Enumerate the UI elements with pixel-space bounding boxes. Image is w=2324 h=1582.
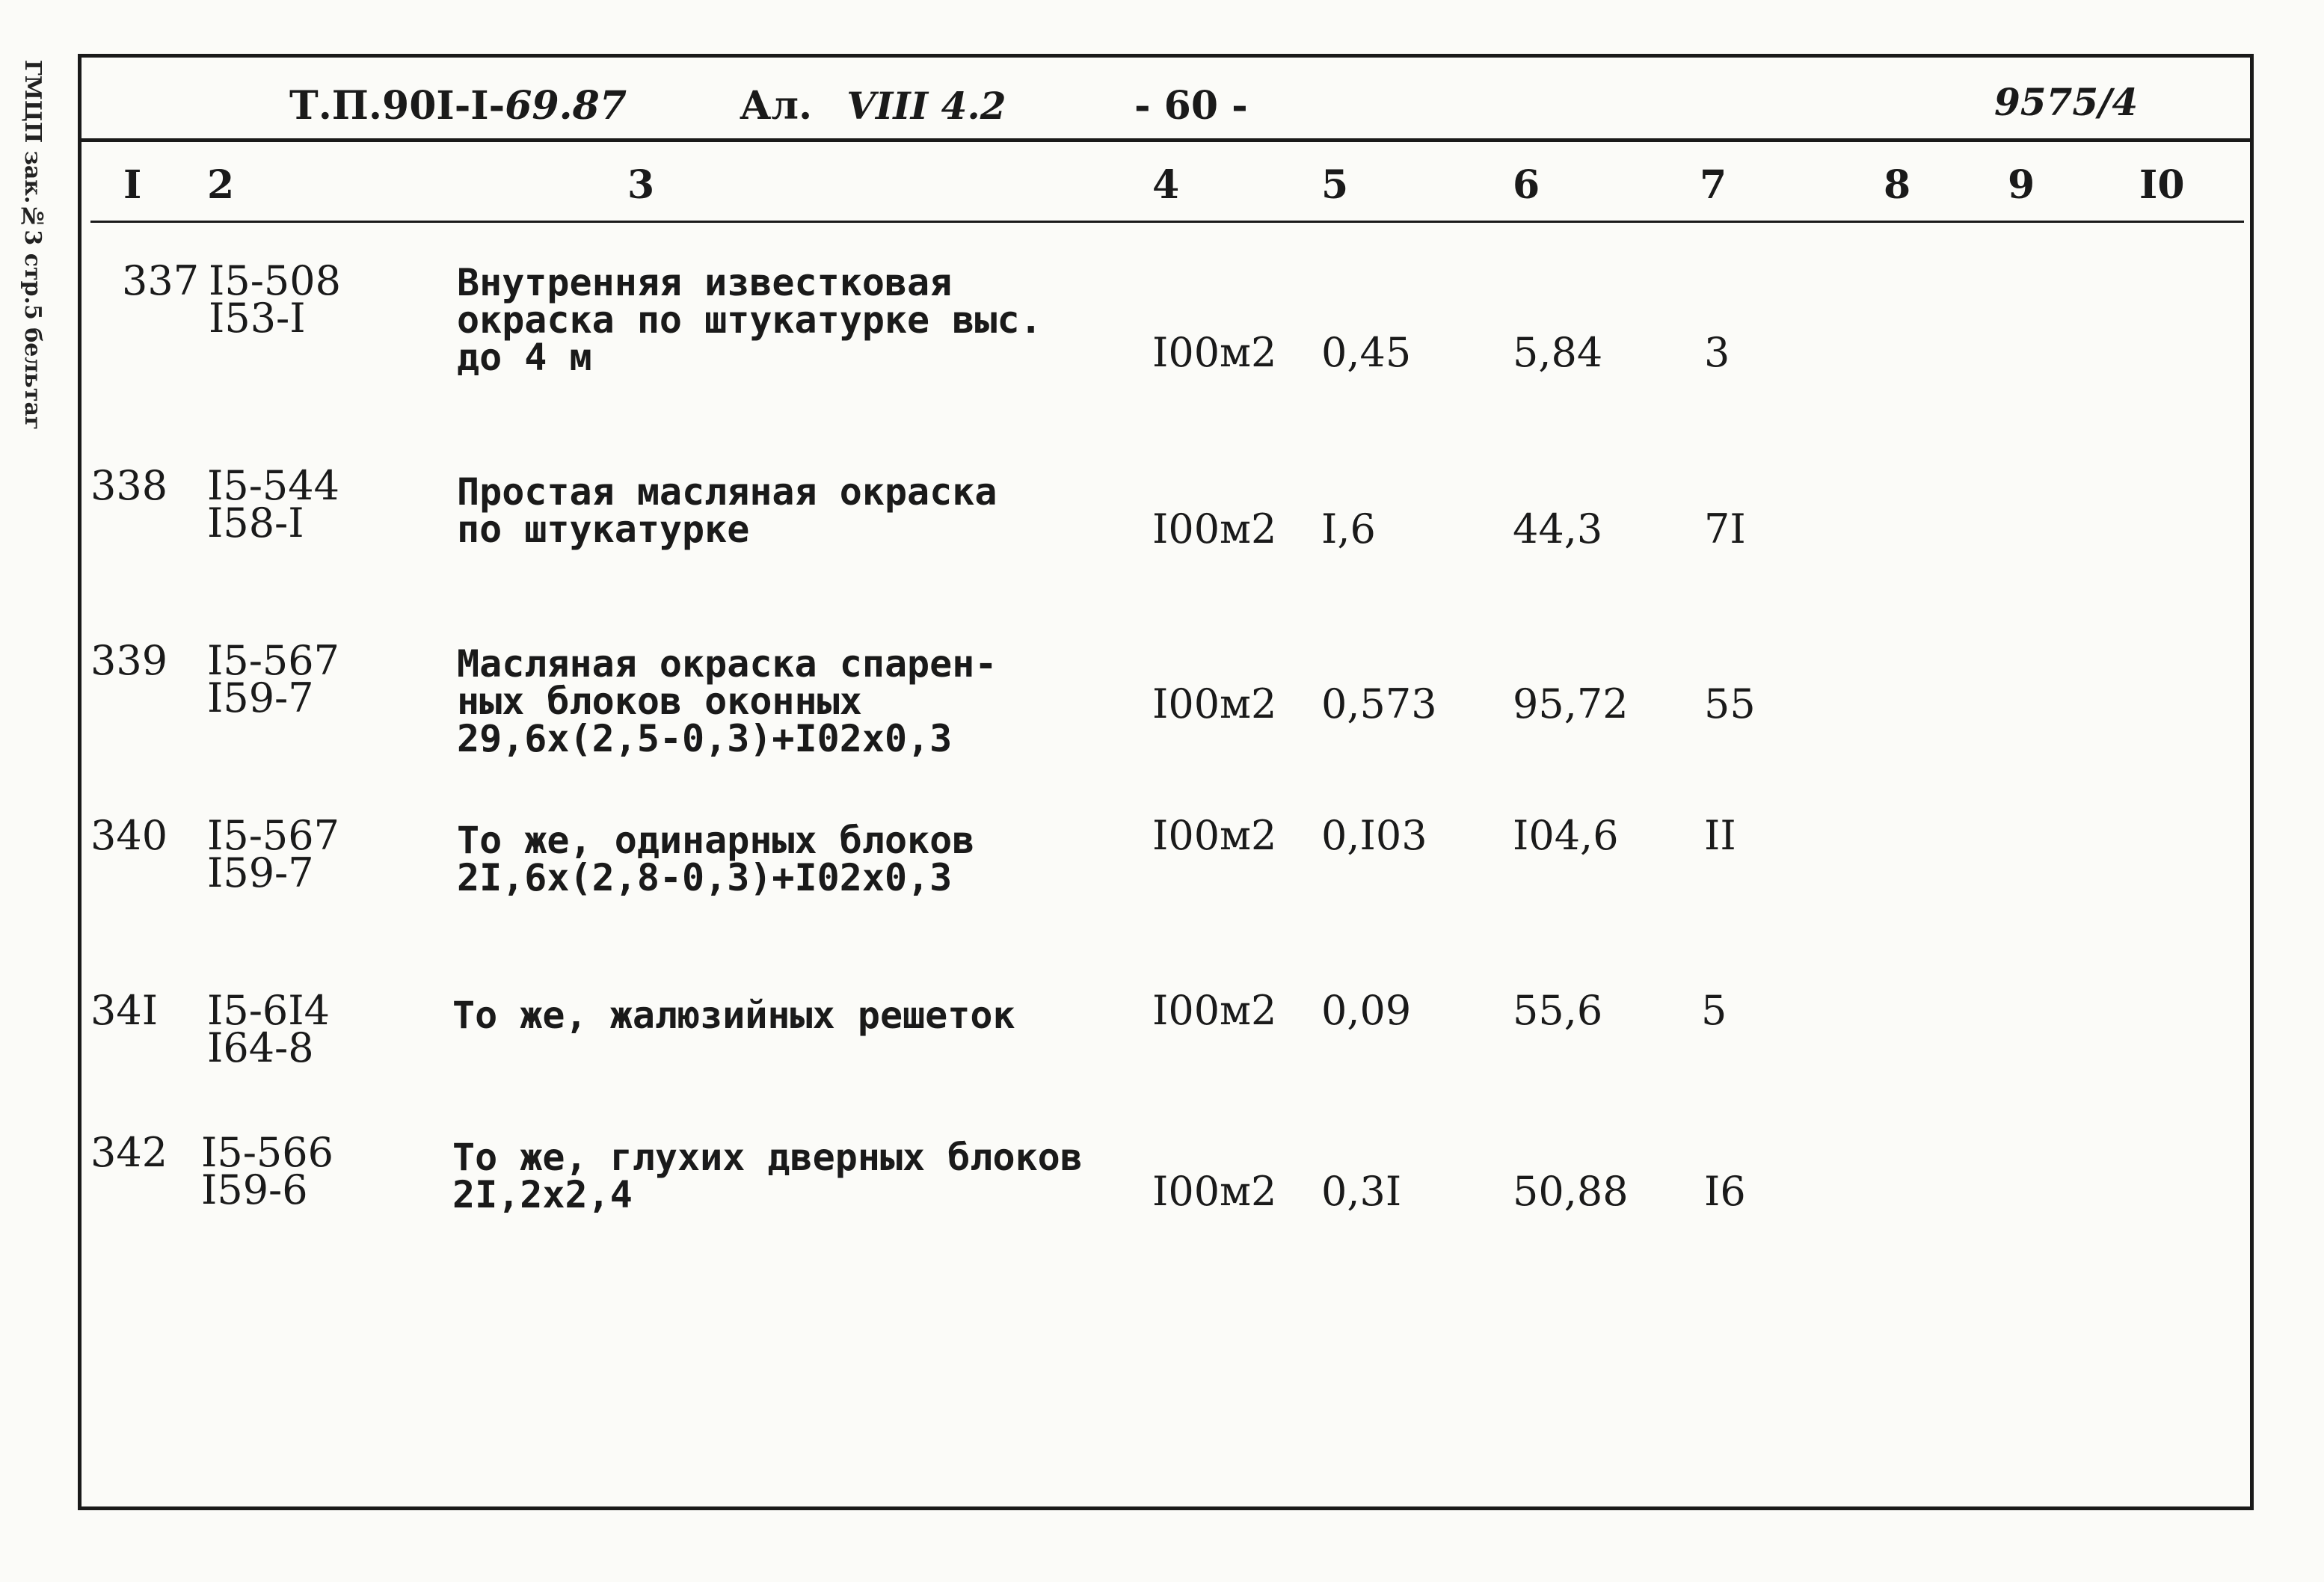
row-quantity: 0,573 <box>1321 680 1437 727</box>
row-number: 342 <box>90 1129 168 1176</box>
row-description <box>457 261 1042 379</box>
description-line: 29,6х(2,5-0,3)+I02х0,3 <box>457 717 953 760</box>
row-unit: I00м2 <box>1152 329 1277 376</box>
row-codes <box>207 462 340 547</box>
row-number: 340 <box>90 812 168 859</box>
row-unit-price: 5,84 <box>1513 329 1603 376</box>
col-5: 5 <box>1321 162 1349 208</box>
col-6: 6 <box>1513 162 1540 208</box>
header-divider <box>82 138 2250 142</box>
col-8: 8 <box>1884 162 1911 208</box>
price-code: I5-567 <box>207 812 340 859</box>
row-unit: I00м2 <box>1152 1168 1277 1215</box>
description-line: Простая масляная окраска <box>457 470 997 514</box>
row-total: 7I <box>1704 505 1746 553</box>
album-handwritten: VIII 4.2 <box>846 84 1006 128</box>
description-line: 2I,6х(2,8-0,3)+I02х0,3 <box>457 856 953 899</box>
description-line: Внутренняя известковая <box>457 261 953 304</box>
row-description <box>457 642 997 760</box>
row-unit: I00м2 <box>1152 812 1277 859</box>
archive-number: 9575/4 <box>1994 80 2139 124</box>
row-number: 338 <box>90 462 168 509</box>
row-quantity: 0,09 <box>1321 987 1412 1034</box>
norm-code: I59-7 <box>207 674 314 721</box>
row-codes <box>207 812 340 896</box>
norm-code: I64-8 <box>207 1024 314 1071</box>
row-quantity: 0,I03 <box>1321 812 1427 859</box>
row-number: 337 <box>122 257 200 304</box>
norm-code: I59-7 <box>207 849 314 896</box>
row-description <box>457 470 997 551</box>
price-code: I5-567 <box>207 637 340 684</box>
col-4: 4 <box>1152 162 1180 208</box>
price-code: I5-544 <box>207 462 340 509</box>
row-unit: I00м2 <box>1152 987 1277 1034</box>
price-code: I5-508 <box>209 257 342 304</box>
row-total: II <box>1704 812 1736 859</box>
description-line: То же, одинарных блоков <box>457 819 975 862</box>
row-codes <box>207 987 330 1071</box>
norm-code: I59-6 <box>201 1166 308 1213</box>
column-header-divider <box>90 221 2244 223</box>
row-unit: I00м2 <box>1152 505 1277 553</box>
description-line: ных блоков оконных <box>457 680 862 723</box>
page-number: - 60 - <box>1134 83 1248 129</box>
row-unit-price: 55,6 <box>1513 987 1603 1034</box>
col-9: 9 <box>2008 162 2035 208</box>
row-number: 339 <box>90 637 168 684</box>
row-description <box>452 1136 1083 1216</box>
description-line: То же, глухих дверных блоков <box>452 1136 1083 1179</box>
row-total: 55 <box>1704 680 1756 727</box>
document-sheet <box>78 54 2254 1510</box>
description-line: по штукатурке <box>457 508 750 551</box>
row-codes <box>207 637 340 721</box>
description-line: окраска по штукатурке выс. <box>457 298 1042 342</box>
description-line: Масляная окраска спарен- <box>457 642 997 686</box>
description-line: 2I,2х2,4 <box>452 1173 633 1216</box>
row-total: I6 <box>1704 1168 1746 1215</box>
row-unit-price: 95,72 <box>1513 680 1629 727</box>
price-code: I5-6I4 <box>207 987 330 1034</box>
side-archive-stamp: ГМЦП зак.№3 стр.5 бельтаг <box>19 60 46 431</box>
row-unit-price: 50,88 <box>1513 1168 1629 1215</box>
doc-code <box>289 83 627 129</box>
col-2: 2 <box>207 162 235 208</box>
col-1: I <box>123 162 142 208</box>
row-unit: I00м2 <box>1152 680 1277 727</box>
description-line: до 4 м <box>457 336 592 379</box>
row-total: 3 <box>1704 329 1730 376</box>
row-total: 5 <box>1701 987 1727 1034</box>
row-codes <box>201 1129 334 1213</box>
row-quantity: I,6 <box>1321 505 1376 553</box>
row-quantity: 0,3I <box>1321 1168 1402 1215</box>
album-label: Ал. <box>740 83 813 129</box>
row-codes <box>209 257 342 342</box>
doc-code-printed: Т.П.90I-I- <box>289 83 505 129</box>
row-unit-price: 44,3 <box>1513 505 1603 553</box>
row-description <box>457 819 975 899</box>
row-description <box>452 994 1015 1037</box>
norm-code: I58-I <box>207 499 304 547</box>
col-10: I0 <box>2139 162 2185 208</box>
price-code: I5-566 <box>201 1129 334 1176</box>
doc-code-handwritten: 69.87 <box>505 83 627 129</box>
row-unit-price: I04,6 <box>1513 812 1619 859</box>
row-quantity: 0,45 <box>1321 329 1412 376</box>
col-3: 3 <box>627 162 655 208</box>
album-ref <box>740 83 1006 129</box>
description-line: То же, жалюзийных решеток <box>452 994 1015 1037</box>
col-7: 7 <box>1700 162 1727 208</box>
norm-code: I53-I <box>209 295 306 342</box>
row-number: 34I <box>90 987 159 1034</box>
